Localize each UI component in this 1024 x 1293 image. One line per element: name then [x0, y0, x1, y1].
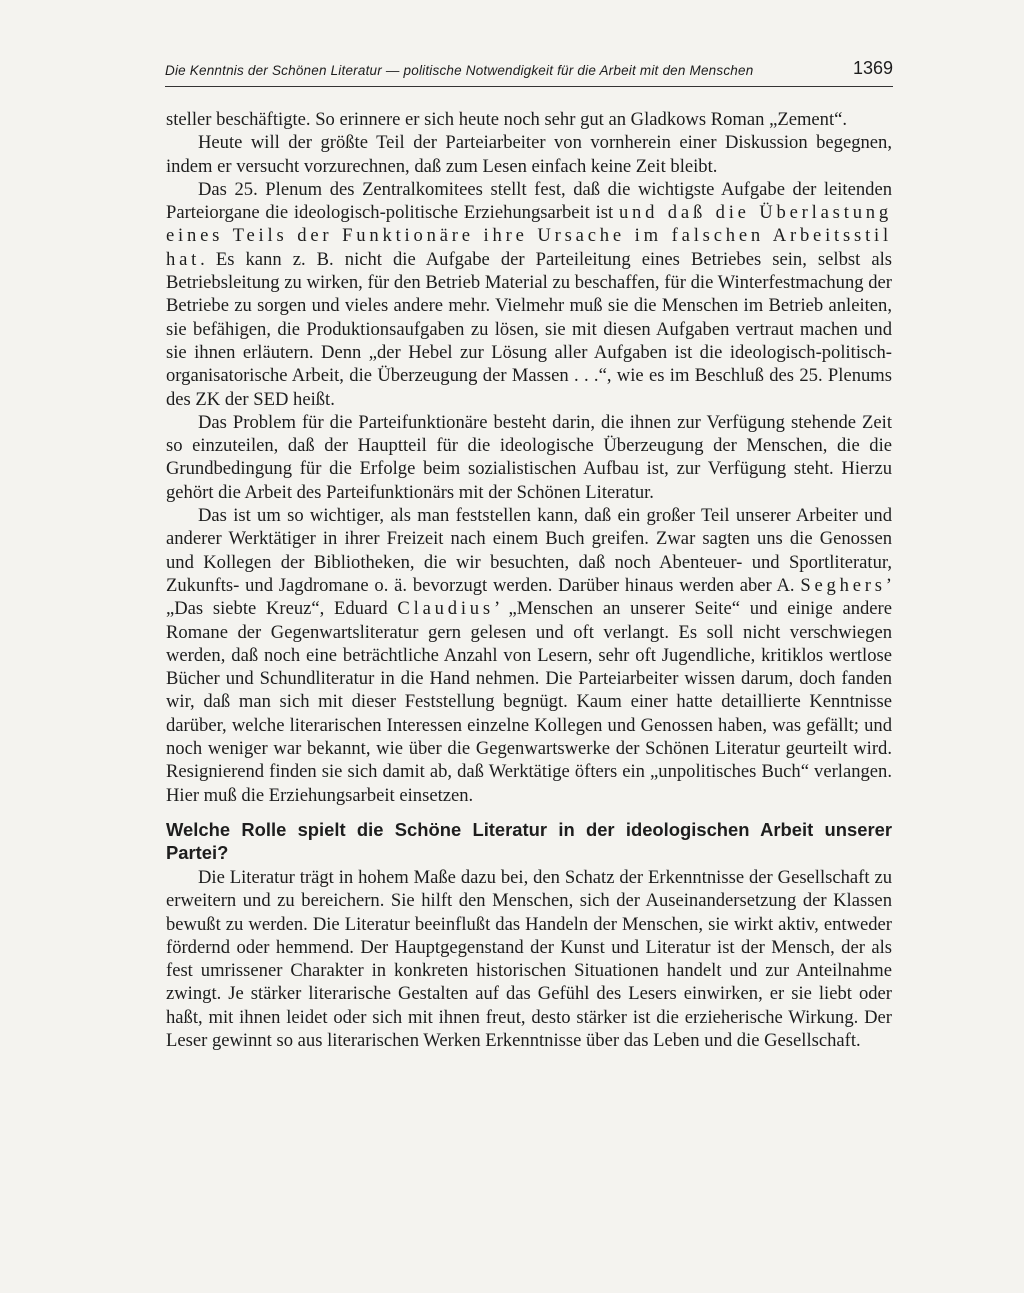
paragraph — [166, 504, 892, 807]
text-run: Das 25. Plenum des Zentralkomitees stellt fest, daß die wichtigste Aufgabe der leitenden Parteiorgane die ideologisch-politische Erziehungsarbeit ist — [166, 178, 892, 224]
text-run: ’ „Menschen an unserer Seite“ und einige andere Romane der Gegenwartsliteratur gern gelesen und oft verlangt. Es soll nicht verschwiegen werden, daß noch eine beträchtliche Anzahl von Lesern, sehr oft Jugendliche, kritiklos wertlose Bücher und Schundliteratur in die Hand nehmen. Die Parteiarbeiter wissen darum, doch fanden wir, daß man sich mit dieser Feststellung begnügt. Kaum einer hatte detaillierte Kenntnisse darüber, welche literarischen Interessen einzelne Kollegen und Genossen haben, was gefällt; und noch weniger war bekannt, wie über die Gegenwartswerke der Schönen Literatur geurteilt wird. Resignierend finden sie sich damit ab, daß Werktätige öfters ein „unpolitisches Buch“ verlangen. Hier muß die Erziehungsarbeit einsetzen. — [166, 598, 892, 806]
section-heading: Welche Rolle spielt die Schöne Literatur in der ideologischen Arbeit unserer Partei? — [166, 818, 892, 863]
running-header — [165, 60, 893, 87]
text-run: . Es kann z. B. nicht die Aufgabe der Parteileitung eines Betriebes sein, selbst als Betriebsleitung zu wirken, für den Betrieb Material zu beschaffen, für die Winterfestmachung der Betriebe zu sorgen und vieles andere mehr. Vielmehr muß sie die Menschen im Betrieb anleiten, sie befähigen, die Produktionsaufgaben zu lösen, sie mit diesen Aufgaben vertraut machen und sie ihnen erläutern. Denn „der Hebel zur Lösung aller Aufgaben ist die ideologisch-politisch-organisatorische Arbeit, die Überzeugung der Massen . . .“, wie es im Beschluß des 25. Plenums des ZK der SED heißt. — [166, 248, 892, 410]
author-name: Claudius — [397, 598, 494, 620]
paragraph — [166, 178, 892, 411]
page-number: 1369 — [852, 58, 893, 78]
body-text — [166, 108, 892, 1052]
paragraph-continuation: steller beschäftigte. So erinnere er sich heute noch sehr gut an Gladkows Roman „Zement“. — [166, 109, 848, 130]
paragraph: Die Literatur trägt in hohem Maße dazu bei, den Schatz der Erkenntnisse der Gesellschaft zu erweitern und zu bereichern. Sie hilft den Menschen, sich der Auseinandersetzung der Klassen bewußt zu werden. Die Literatur beeinflußt das Handeln der Menschen, sie wirkt aktiv, entweder fördernd oder hemmend. Der Hauptgegenstand der Kunst und Literatur ist der Mensch, der als fest umrissener Charakter in konkreten historischen Situationen handelt und zur Anteilnahme zwingt. Je stärker literarische Gestalten auf das Gefühl des Lesers einwirken, er sie liebt oder haßt, mit ihnen leidet oder sich mit ihnen freut, desto stärker ist die erzieherische Wirkung. Der Leser gewinnt so aus literarischen Werken Erkenntnisse über das Leben und die Gesellschaft. — [166, 866, 892, 1051]
text-run: Das ist um so wichtiger, als man feststellen kann, daß ein großer Teil unserer Arbeiter und anderer Werktätiger in ihrer Freizeit nach einem Buch greifen. Zwar sagten uns die Genossen und Kollegen der Bibliotheken, die wir besuchten, daß noch Abenteuer- und Sportliteratur, Zukunfts- und Jagdromane o. ä. bevorzugt werden. Darüber hinaus werden aber A. — [166, 505, 892, 596]
paragraph: Das Problem für die Parteifunktionäre besteht darin, die ihnen zur Verfügung stehende Zeit so einzuteilen, daß der Hauptteil für die ideologische Überzeugung der Menschen, die die Grundbedingung für die Erfolge beim sozialistischen Aufbau ist, zur Verfügung steht. Hierzu gehört die Arbeit des Parteifunktionärs mit der Schönen Literatur. — [166, 411, 892, 503]
running-title: Die Kenntnis der Schönen Literatur — politische Notwendigkeit für die Arbeit mit den Menschen — [165, 63, 754, 78]
author-name: Seghers — [800, 574, 886, 596]
emphasized-text: und daß die Überlastung eines Teils der Funktionäre ihre Ursache im falschen Arbeitsstil hat — [166, 202, 892, 270]
paragraph: Heute will der größte Teil der Parteiarbeiter von vornherein einer Diskussion begegnen, indem er versucht vorzurechnen, daß zum Lesen einfach keine Zeit bleibt. — [166, 132, 892, 177]
text-run: ’ „Das siebte Kreuz“, Eduard — [166, 574, 892, 620]
